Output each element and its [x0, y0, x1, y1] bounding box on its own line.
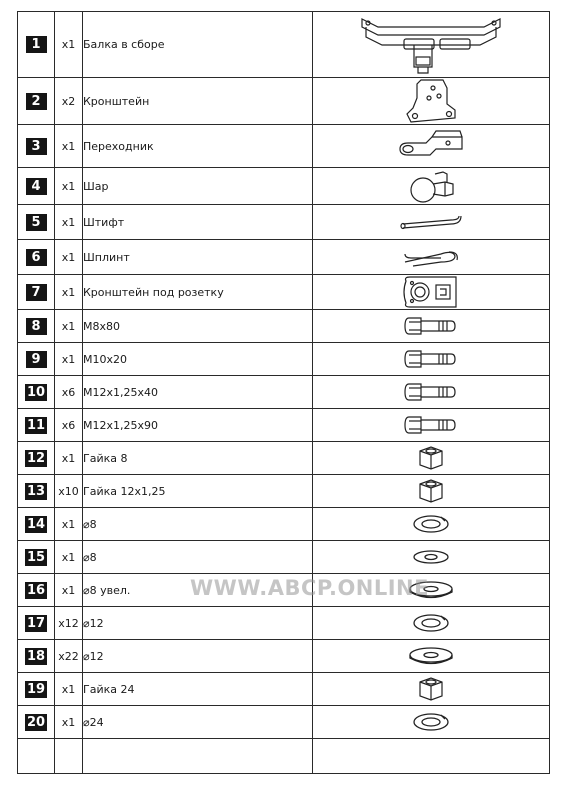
quantity-cell: x1	[55, 541, 83, 574]
item-number-badge: 11	[26, 417, 46, 433]
quantity-cell: x6	[55, 376, 83, 409]
quantity-cell: x1	[55, 168, 83, 205]
empty-cell	[18, 739, 55, 774]
nut-icon	[313, 445, 549, 471]
table-row	[18, 640, 550, 673]
item-number-cell	[18, 125, 55, 168]
part-drawing-cell	[313, 78, 550, 125]
item-number-badge: 3	[26, 138, 47, 155]
item-number-badge: 6	[26, 249, 47, 266]
quantity-cell: x6	[55, 409, 83, 442]
quantity-cell: x1	[55, 275, 83, 310]
table-row	[18, 574, 550, 607]
quantity-cell: x1	[55, 12, 83, 78]
item-number-badge: 2	[26, 93, 47, 110]
item-number-cell	[18, 168, 55, 205]
large-washer-icon	[313, 579, 549, 601]
part-name-cell: ⌀12	[83, 607, 313, 640]
bolt-icon	[313, 413, 549, 437]
nut-icon	[313, 676, 549, 702]
part-drawing-cell	[313, 574, 550, 607]
item-number-cell	[18, 205, 55, 240]
spring-washer-icon	[313, 711, 549, 733]
part-name-cell: Гайка 24	[83, 673, 313, 706]
part-name-cell: Кронштейн под розетку	[83, 275, 313, 310]
part-name-cell: Гайка 8	[83, 442, 313, 475]
part-drawing-cell	[313, 508, 550, 541]
item-number-badge: 8	[26, 318, 47, 335]
quantity-cell: x1	[55, 205, 83, 240]
table-row	[18, 310, 550, 343]
bracket-icon	[313, 78, 549, 124]
quantity-cell: x1	[55, 673, 83, 706]
part-drawing-cell	[313, 607, 550, 640]
part-drawing-cell	[313, 205, 550, 240]
table-row	[18, 12, 550, 78]
table-row	[18, 168, 550, 205]
empty-cell	[55, 739, 83, 774]
item-number-badge: 19	[26, 681, 46, 697]
quantity-cell: x12	[55, 607, 83, 640]
bolt-icon	[313, 314, 549, 338]
item-number-cell	[18, 275, 55, 310]
parts-table-body	[18, 12, 550, 774]
item-number-badge: 5	[26, 214, 47, 231]
item-number-cell	[18, 607, 55, 640]
table-row	[18, 409, 550, 442]
part-name-cell: ⌀8 увел.	[83, 574, 313, 607]
part-name-cell: Шплинт	[83, 240, 313, 275]
item-number-cell	[18, 706, 55, 739]
item-number-cell	[18, 12, 55, 78]
quantity-cell: x1	[55, 574, 83, 607]
nut-icon	[313, 478, 549, 504]
part-name-cell: ⌀12	[83, 640, 313, 673]
item-number-badge: 9	[26, 351, 47, 368]
item-number-badge: 7	[26, 284, 47, 301]
quantity-cell: x1	[55, 442, 83, 475]
quantity-cell: x1	[55, 343, 83, 376]
adapter-icon	[313, 129, 549, 163]
item-number-badge: 15	[26, 549, 46, 565]
quantity-cell: x1	[55, 706, 83, 739]
part-drawing-cell	[313, 168, 550, 205]
table-row	[18, 475, 550, 508]
quantity-cell: x22	[55, 640, 83, 673]
part-name-cell: Балка в сборе	[83, 12, 313, 78]
item-number-cell	[18, 409, 55, 442]
part-drawing-cell	[313, 12, 550, 78]
quantity-cell: x2	[55, 78, 83, 125]
table-row	[18, 125, 550, 168]
part-drawing-cell	[313, 343, 550, 376]
large-washer-icon	[313, 645, 549, 667]
item-number-cell	[18, 574, 55, 607]
item-number-badge: 1	[26, 36, 47, 53]
table-row	[18, 343, 550, 376]
part-drawing-cell	[313, 475, 550, 508]
bolt-icon	[313, 347, 549, 371]
item-number-badge: 20	[26, 714, 46, 730]
part-drawing-cell	[313, 442, 550, 475]
item-number-cell	[18, 640, 55, 673]
quantity-cell: x1	[55, 310, 83, 343]
part-name-cell: Кронштейн	[83, 78, 313, 125]
bolt-icon	[313, 380, 549, 404]
item-number-cell	[18, 442, 55, 475]
item-number-badge: 10	[26, 384, 46, 400]
part-drawing-cell	[313, 640, 550, 673]
item-number-cell	[18, 541, 55, 574]
part-name-cell: Гайка 12x1,25	[83, 475, 313, 508]
table-row	[18, 541, 550, 574]
table-row	[18, 442, 550, 475]
quantity-cell: x1	[55, 240, 83, 275]
part-drawing-cell	[313, 541, 550, 574]
part-name-cell: ⌀8	[83, 508, 313, 541]
item-number-cell	[18, 343, 55, 376]
part-drawing-cell	[313, 310, 550, 343]
part-drawing-cell	[313, 376, 550, 409]
part-name-cell: Переходник	[83, 125, 313, 168]
quantity-cell: x1	[55, 125, 83, 168]
table-row	[18, 673, 550, 706]
item-number-cell	[18, 475, 55, 508]
part-name-cell: ⌀24	[83, 706, 313, 739]
flat-washer-icon	[313, 548, 549, 566]
part-name-cell: М12x1,25x40	[83, 376, 313, 409]
item-number-cell	[18, 508, 55, 541]
item-number-cell	[18, 78, 55, 125]
part-name-cell: ⌀8	[83, 541, 313, 574]
item-number-badge: 18	[26, 648, 46, 664]
part-drawing-cell	[313, 673, 550, 706]
spring-washer-icon	[313, 612, 549, 634]
item-number-badge: 14	[26, 516, 46, 532]
item-number-cell	[18, 240, 55, 275]
item-number-cell	[18, 673, 55, 706]
table-row	[18, 706, 550, 739]
item-number-badge: 16	[26, 582, 46, 598]
item-number-badge: 13	[26, 483, 46, 499]
tow-beam-icon	[313, 13, 549, 77]
pin-icon	[313, 212, 549, 232]
spring-washer-icon	[313, 513, 549, 535]
part-drawing-cell	[313, 275, 550, 310]
part-name-cell: М8x80	[83, 310, 313, 343]
part-name-cell: М10x20	[83, 343, 313, 376]
table-row-empty	[18, 739, 550, 774]
table-row	[18, 607, 550, 640]
part-drawing-cell	[313, 706, 550, 739]
table-row	[18, 240, 550, 275]
empty-cell	[83, 739, 313, 774]
table-row	[18, 508, 550, 541]
quantity-cell: x10	[55, 475, 83, 508]
socket-bracket-icon	[313, 275, 549, 309]
part-name-cell: Штифт	[83, 205, 313, 240]
part-name-cell: Шар	[83, 168, 313, 205]
table-row	[18, 78, 550, 125]
parts-table	[17, 11, 550, 774]
table-row	[18, 376, 550, 409]
quantity-cell: x1	[55, 508, 83, 541]
cotter-pin-icon	[313, 246, 549, 268]
table-row	[18, 205, 550, 240]
item-number-badge: 12	[26, 450, 46, 466]
item-number-cell	[18, 310, 55, 343]
item-number-cell	[18, 376, 55, 409]
empty-cell	[313, 739, 550, 774]
item-number-badge: 17	[26, 615, 46, 631]
part-name-cell: М12x1,25x90	[83, 409, 313, 442]
table-row	[18, 275, 550, 310]
item-number-badge: 4	[26, 178, 47, 195]
part-drawing-cell	[313, 409, 550, 442]
watermark: WWW.ABCP.ONLINE	[190, 576, 429, 600]
tow-ball-icon	[313, 168, 549, 204]
part-drawing-cell	[313, 125, 550, 168]
part-drawing-cell	[313, 240, 550, 275]
